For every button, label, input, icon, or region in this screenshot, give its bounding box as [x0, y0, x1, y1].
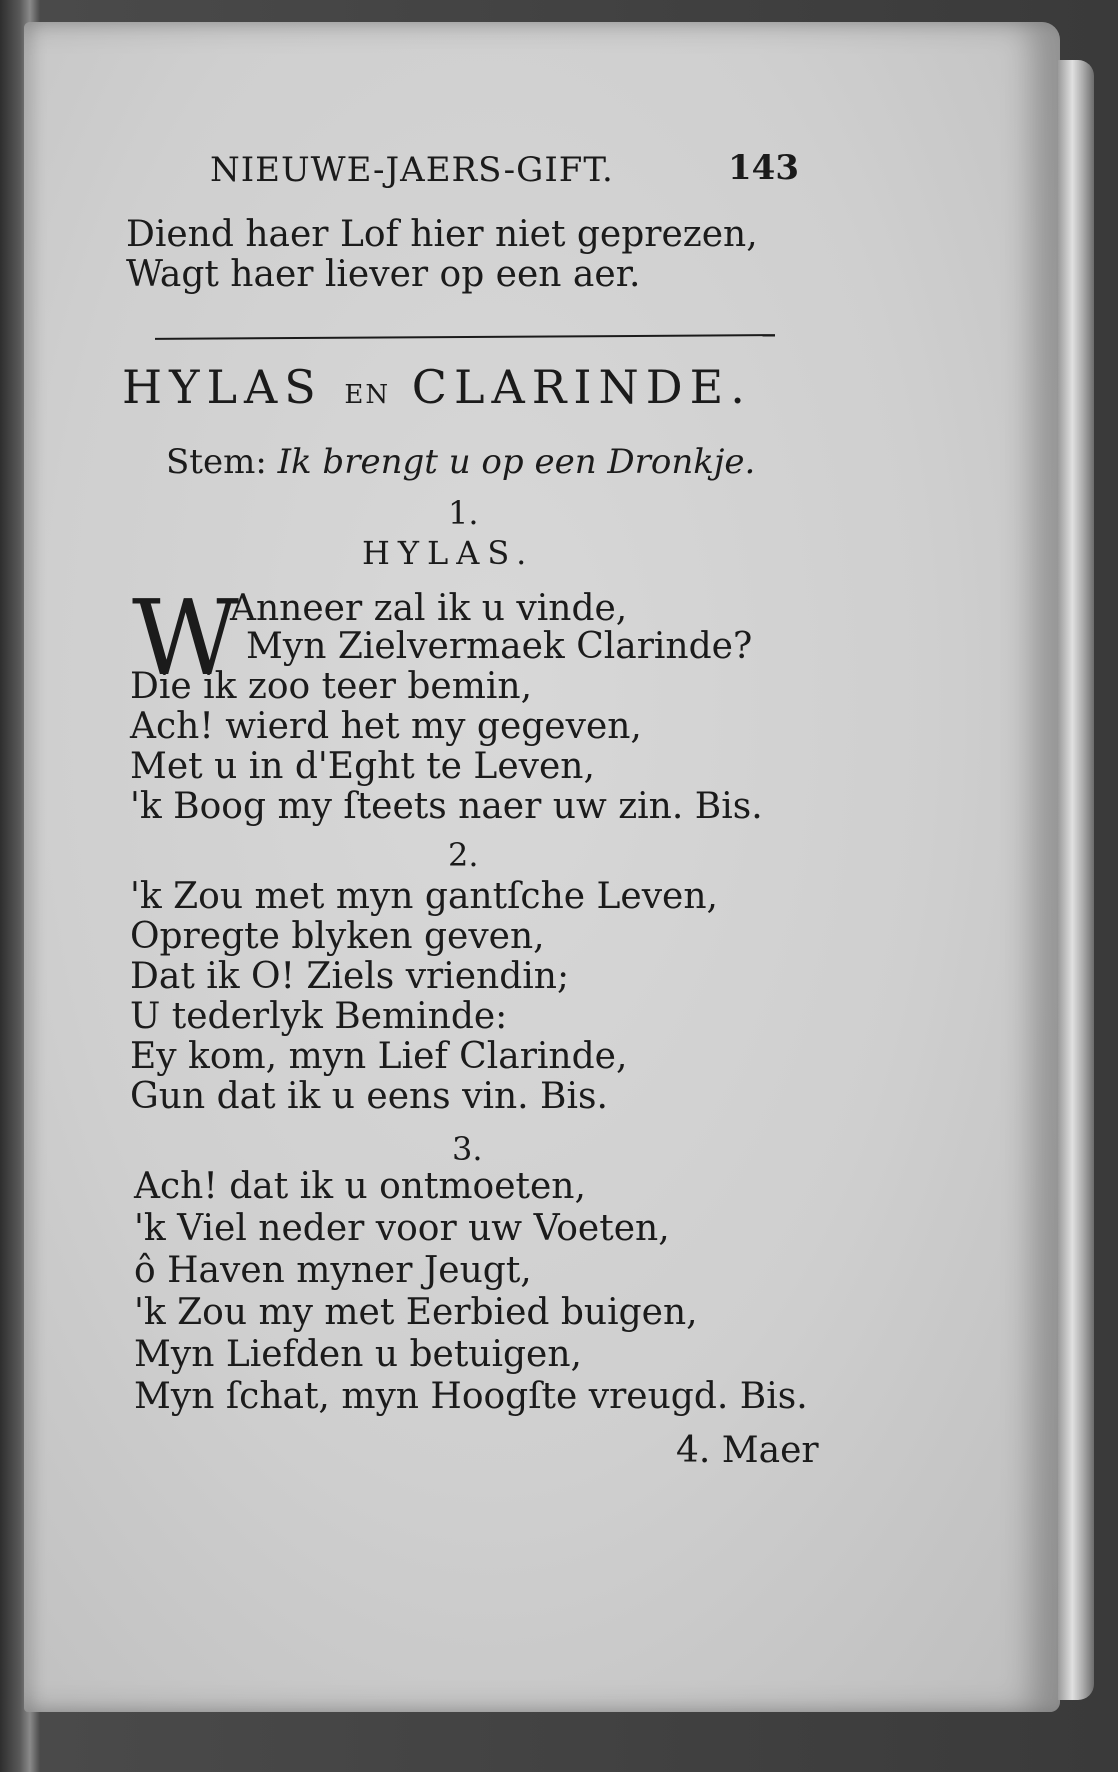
verse-line: Anneer zal ik u vinde, [230, 588, 628, 629]
section-rule [155, 334, 775, 340]
verse-line: 'k Zou my met Eerbied buigen, [134, 1292, 698, 1333]
verse-line: Myn Liefden u betuigen, [134, 1334, 582, 1375]
verse-line: Met u in d'Eght te Leven, [130, 746, 595, 787]
song-title-part: HYLAS [122, 360, 323, 414]
tune-indication [166, 442, 755, 482]
verse-line: Opregte blyken geven, [130, 916, 545, 957]
drop-cap: W [132, 577, 239, 699]
verse-line: U tederlyk Beminde: [130, 996, 508, 1037]
stanza-number: 2. [448, 836, 479, 874]
song-title-part: CLARINDE. [411, 360, 752, 414]
verse-line: 'k Boog my ſteets naer uw zin. Bis. [130, 786, 763, 827]
text-line: Diend haer Lof hier niet geprezen, [126, 214, 758, 255]
song-title [122, 360, 752, 414]
verse-line: Die ik zoo teer bemin, [130, 666, 533, 707]
verse-line: Dat ik O! Ziels vriendin; [130, 956, 570, 997]
verse-line: ô Haven myner Jeugt, [134, 1250, 532, 1291]
verse-line: Ey kom, myn Lief Clarinde, [130, 1036, 628, 1077]
verse-line: Myn Zielvermaek Clarinde? [246, 626, 753, 667]
stanza-number: 1. [448, 494, 479, 532]
verse-line: 'k Viel neder voor uw Voeten, [134, 1208, 670, 1249]
verse-line: Gun dat ik u eens vin. Bis. [130, 1076, 608, 1117]
text-line: Wagt haer liever op een aer. [126, 254, 641, 295]
tune-label: Stem: [166, 442, 267, 482]
song-title-conjunction: EN [344, 380, 391, 410]
page-number: 143 [728, 148, 799, 188]
verse-line: Ach! wierd het my gegeven, [130, 706, 642, 747]
speaker-name: HYLAS. [362, 534, 535, 572]
verse-line: Myn ſchat, myn Hoogſte vreugd. Bis. [134, 1376, 808, 1417]
tune-name: Ik brengt u op een Dronkje. [277, 442, 756, 482]
verse-line: 'k Zou met myn gantſche Leven, [130, 876, 718, 917]
stanza-number: 3. [452, 1130, 483, 1168]
verse-line: Ach! dat ik u ontmoeten, [134, 1166, 586, 1207]
running-title: NIEUWE-JAERS-GIFT. [210, 150, 614, 190]
catchword: 4. Maer [676, 1430, 819, 1471]
